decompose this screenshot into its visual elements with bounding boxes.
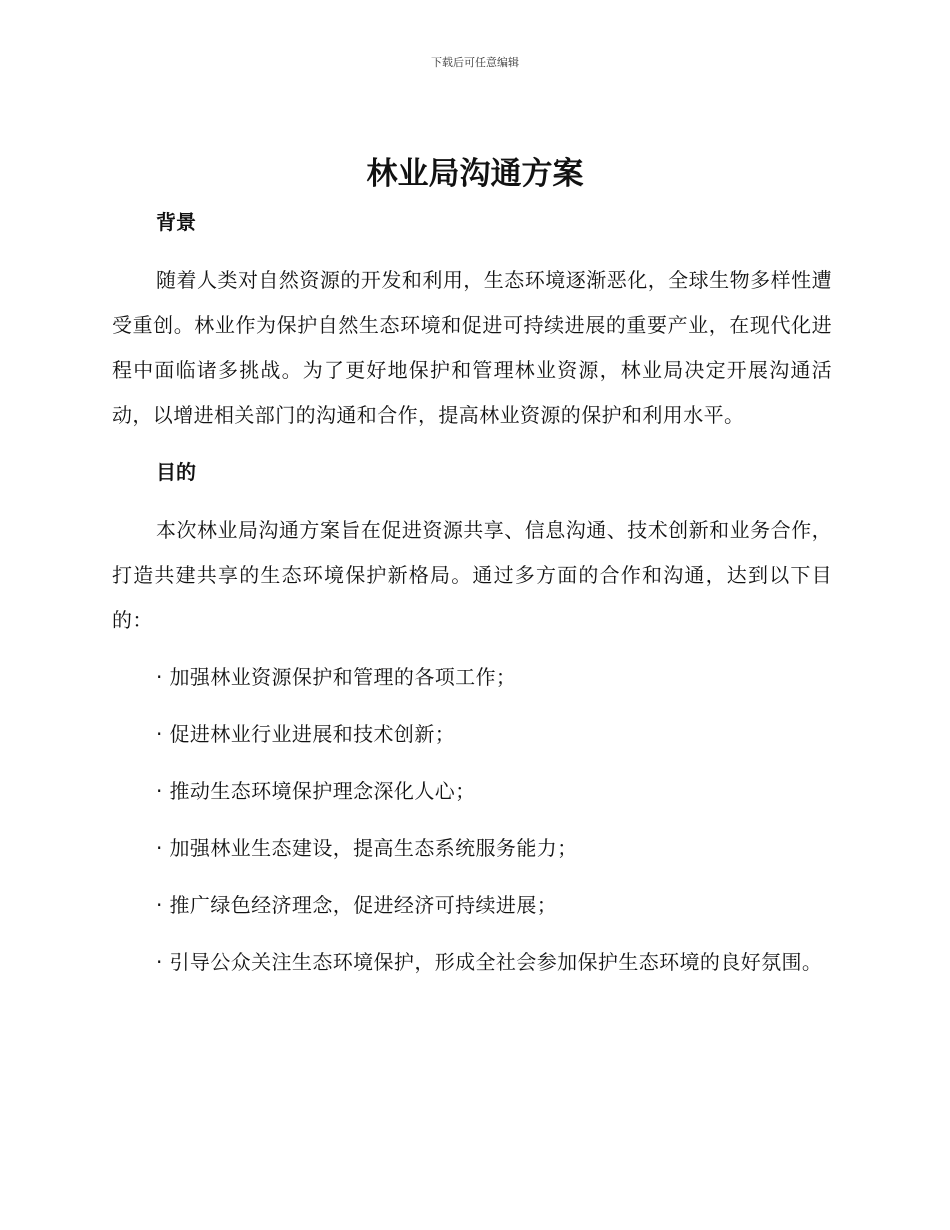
page-header-note: 下载后可任意编辑 <box>431 56 519 69</box>
list-item: · 加强林业资源保护和管理的各项工作； <box>156 665 517 689</box>
document-title: 林业局沟通方案 <box>366 156 584 192</box>
purpose-paragraph: 本次林业局沟通方案旨在促进资源共享、信息沟通、技术创新和业务合作，打造共建共享的生态环境保护新格局。通过多方面的合作和沟通，达到以下目的： <box>112 518 832 632</box>
list-item: · 加强林业生态建设，提高生态系统服务能力； <box>156 836 578 860</box>
list-item: · 促进林业行业进展和技术创新； <box>156 722 456 746</box>
list-item: · 推广绿色经济理念，促进经济可持续进展； <box>156 893 558 917</box>
background-paragraph: 随着人类对自然资源的开发和利用，生态环境逐渐恶化，全球生物多样性遭受重创。林业作为保护自然生态环境和促进可持续进展的重要产业，在现代化进程中面临诸多挑战。为了更好地保护和管理林业资源，林业局决定开展沟通活动，以增进相关部门的沟通和合作，提高林业资源的保护和利用水平。 <box>112 268 832 427</box>
list-item: · 推动生态环境保护理念深化人心； <box>156 779 476 803</box>
purpose-list <box>112 655 832 985</box>
section-heading-purpose: 目的 <box>156 460 196 484</box>
list-item: · 引导公众关注生态环境保护，形成全社会参加保护生态环境的良好氛围。 <box>156 950 823 974</box>
document-body <box>112 200 832 985</box>
section-heading-background: 背景 <box>156 210 196 234</box>
